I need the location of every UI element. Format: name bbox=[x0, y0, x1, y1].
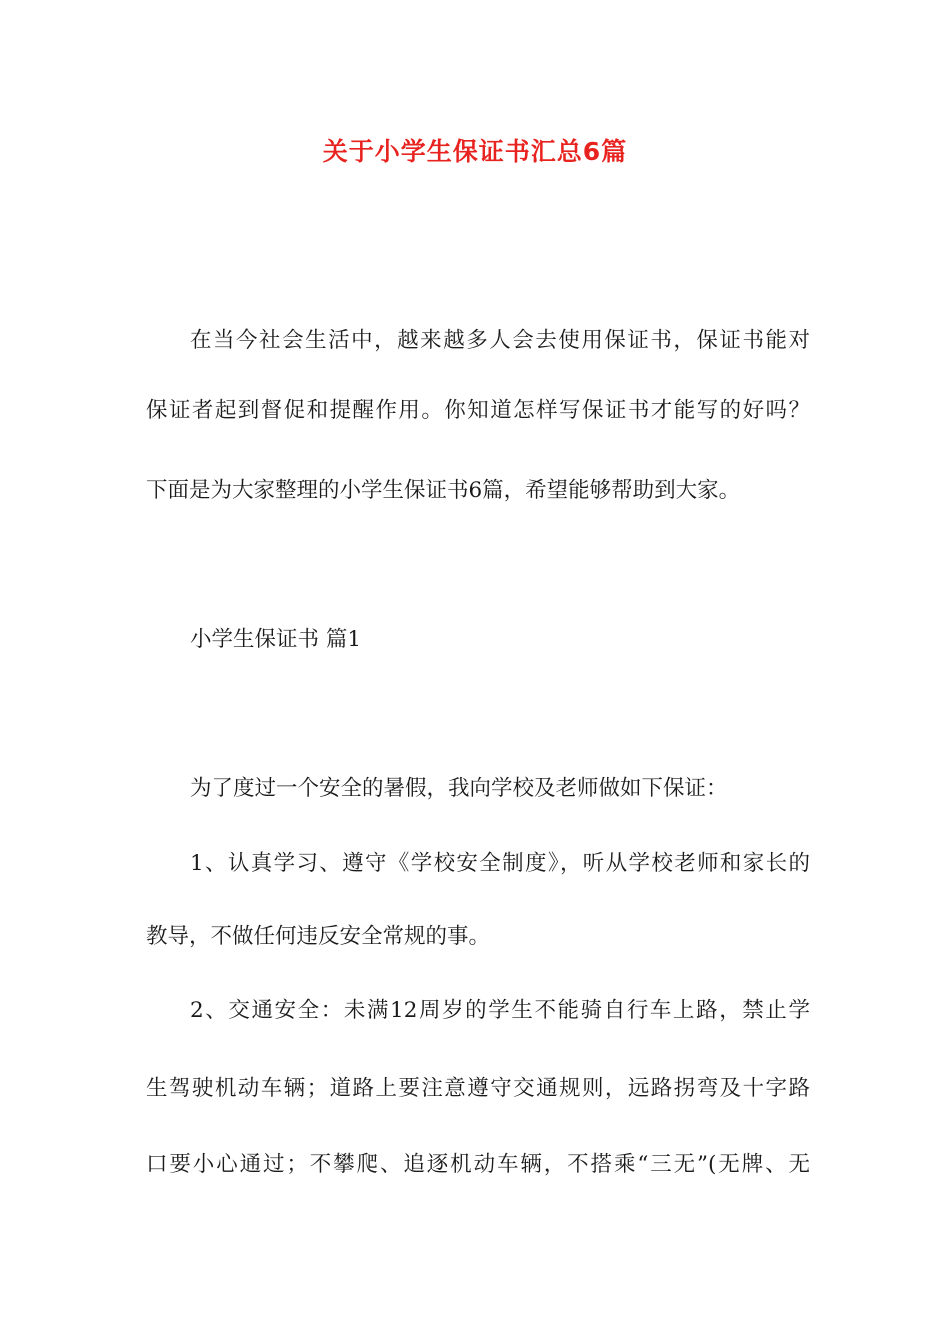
intro-line-3: 下面是为大家整理的小学生保证书6篇，希望能够帮助到大家。 bbox=[146, 478, 741, 503]
body-line-3: 教导，不做任何违反安全常规的事。 bbox=[146, 924, 491, 949]
body-line-5: 生驾驶机动车辆；道路上要注意遵守交通规则，远路拐弯及十字路 bbox=[146, 1076, 810, 1101]
intro-line-2: 保证者起到督促和提醒作用。你知道怎样写保证书才能写的好吗？ bbox=[146, 398, 810, 423]
body-line-4: 2、交通安全：未满12周岁的学生不能骑自行车上路，禁止学 bbox=[190, 998, 810, 1023]
intro-line-1: 在当今社会生活中，越来越多人会去使用保证书，保证书能对 bbox=[190, 328, 810, 353]
document-title: 关于小学生保证书汇总6篇 bbox=[322, 137, 628, 166]
body-line-2: 1、认真学习、遵守《学校安全制度》，听从学校老师和家长的 bbox=[190, 851, 810, 876]
section-heading: 小学生保证书 篇1 bbox=[190, 627, 362, 652]
body-line-6: 口要小心通过；不攀爬、追逐机动车辆，不搭乘“三无”(无牌、无 bbox=[146, 1152, 810, 1177]
body-line-1: 为了度过一个安全的暑假，我向学校及老师做如下保证： bbox=[190, 776, 728, 801]
